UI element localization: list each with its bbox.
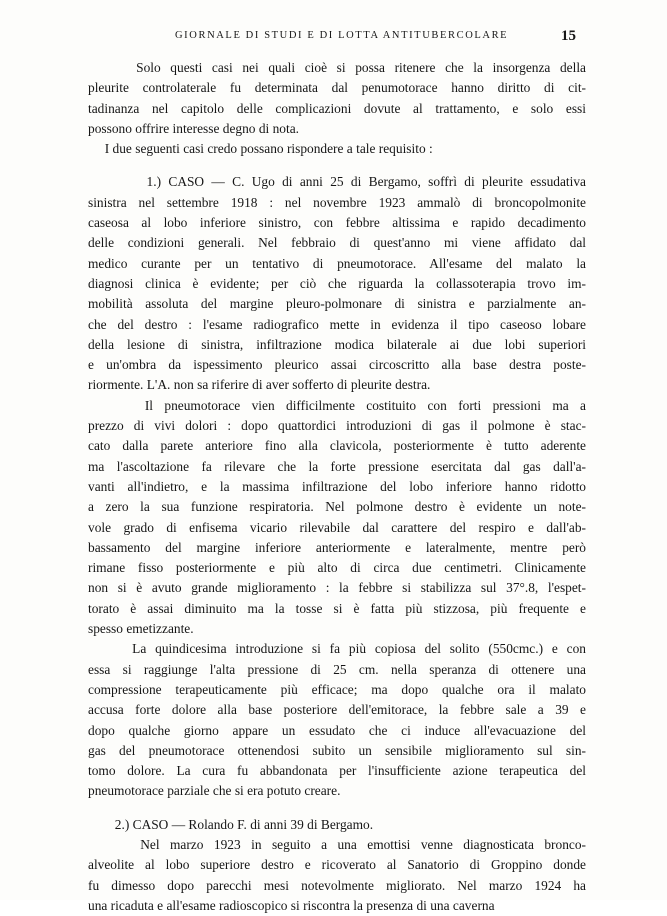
running-title: GIORNALE DI STUDI E DI LOTTA ANTITUBERCOLARE bbox=[175, 30, 509, 41]
text-line: 2.) CASO — Rolando F. di anni 39 di Bergamo. bbox=[88, 816, 374, 832]
text-line: accusa forte dolore alla base posteriore dell'emitorace, la febbre sale a 39 e bbox=[88, 702, 586, 718]
text-line: I due seguenti casi credo possano rispondere a tale requisito : bbox=[88, 141, 433, 157]
text-line: sinistra nel settembre 1918 : nel novembre 1923 ammalò di broncopolmonite bbox=[88, 194, 586, 210]
paragraph bbox=[88, 815, 586, 835]
text-line: riormente. L'A. non sa riferire di aver sofferto di pleurite destra. bbox=[88, 377, 431, 393]
text-line: che del destro : l'esame radiografico mette in evidenza il tipo caseoso lobare bbox=[88, 316, 586, 332]
text-line: possono offrire interesse degno di nota. bbox=[88, 120, 299, 136]
text-line: 1.) CASO — C. Ugo di anni 25 di Bergamo, soffrì di pleurite essudativa bbox=[88, 174, 586, 190]
text-line: gas del pneumotorace ottenendosi subito un sensibile miglioramento sul sin- bbox=[88, 742, 586, 758]
text-line: torato è assai diminuito ma la tosse si è fatta più stizzosa, più frequente e bbox=[88, 600, 586, 616]
paragraph bbox=[88, 835, 586, 916]
text-line: pleurite controlaterale fu determinata dal penumotorace hanno diritto di cit- bbox=[88, 80, 586, 96]
text-line: fu dimesso dopo parecchi mesi notevolmente migliorato. Nel marzo 1924 ha bbox=[88, 877, 586, 893]
text-line: spesso emetizzante. bbox=[88, 621, 194, 637]
text-line: mobilità assoluta del margine pleuro-polmonare di sinistra e parzialmente an- bbox=[88, 296, 586, 312]
paragraph bbox=[88, 396, 586, 640]
text-line: non si è avuto grande miglioramento : la febbre si stabilizza sul 37°.8, l'espet- bbox=[88, 580, 586, 596]
text-line: essa si raggiunge l'alta pressione di 25 cm. nella speranza di ottenere una bbox=[88, 661, 586, 677]
text-line: vanti all'indietro, e la massima infiltrazione del lobo inferiore hanno ridotto bbox=[88, 478, 586, 494]
text-line: caseosa al lobo inferiore sinistro, con febbre altissima e rapido decadimento bbox=[88, 215, 586, 231]
text-line: tadinanza nel capitolo delle complicazioni dovute al trattamento, e solo essi bbox=[88, 100, 586, 116]
text-line: pneumotorace parziale che si era potuto creare. bbox=[88, 783, 341, 799]
article-body bbox=[88, 58, 586, 916]
text-line: prezzo di vivi dolori : dopo quattordici introduzioni di gas il polmone è stac- bbox=[88, 418, 586, 434]
paragraph bbox=[88, 639, 586, 801]
text-line: tomo dolore. La cura fu abbandonata per l'insufficiente azione terapeutica del bbox=[88, 763, 586, 779]
text-line: della lesione di sinistra, infiltrazione modica bilaterale ai due lobi superiori bbox=[88, 336, 586, 352]
text-line: rimane fisso posteriormente e più alto di circa due centimetri. Clinicamente bbox=[88, 560, 586, 576]
text-line: ma l'ascoltazione fa rilevare che la forte pressione esercitata dal gas dall'a- bbox=[88, 458, 586, 474]
text-line: diagnosi clinica è evidente; per ciò che riguarda la collassoterapia trovo im- bbox=[88, 275, 586, 291]
text-line: medico curante per un tentativo di pneumotorace. All'esame del malato la bbox=[88, 255, 586, 271]
paragraph bbox=[88, 139, 586, 159]
text-line: bassamento del margine inferiore anteriormente e lateralmente, mentre però bbox=[88, 539, 586, 555]
text-line: e un'ombra da ispessimento pleurico assai circoscritto alla base destra poste- bbox=[88, 357, 586, 373]
page-number: 15 bbox=[561, 28, 576, 44]
paragraph bbox=[88, 58, 586, 139]
text-line: compressione terapeuticamente più efficace; ma dopo qualche ora il malato bbox=[88, 681, 586, 697]
text-line: La quindicesima introduzione si fa più copiosa del solito (550cmc.) e con bbox=[88, 641, 586, 657]
paragraph bbox=[88, 172, 586, 395]
text-line: delle condizioni generali. Nel febbraio di quest'anno mi viene affidato dal bbox=[88, 235, 586, 251]
text-line: cato dalla parete anteriore fino alla clavicola, posteriormente è tutto aderente bbox=[88, 438, 586, 454]
text-line: a zero la sua funzione respiratoria. Nel polmone destro è evidente un note- bbox=[88, 499, 586, 515]
text-line: una ricaduta e all'esame radioscopico si riscontra la presenza di una caverna bbox=[88, 897, 495, 913]
text-line: vole grado di enfisema vicario rilevabile dal carattere del respiro e dall'ab- bbox=[88, 519, 586, 535]
text-line: Nel marzo 1923 in seguito a una emottisi venne diagnosticata bronco- bbox=[88, 836, 586, 852]
text-line: Solo questi casi nei quali cioè si possa ritenere che la insorgenza della bbox=[88, 60, 586, 75]
text-line: dopo qualche giorno appare un essudato che ci induce all'evacuazione del bbox=[88, 722, 586, 738]
text-line: Il pneumotorace vien difficilmente costituito con forti pressioni ma a bbox=[88, 397, 586, 413]
text-line: alveolite al lobo superiore destro e ricoverato al Sanatorio di Groppino donde bbox=[88, 857, 586, 873]
